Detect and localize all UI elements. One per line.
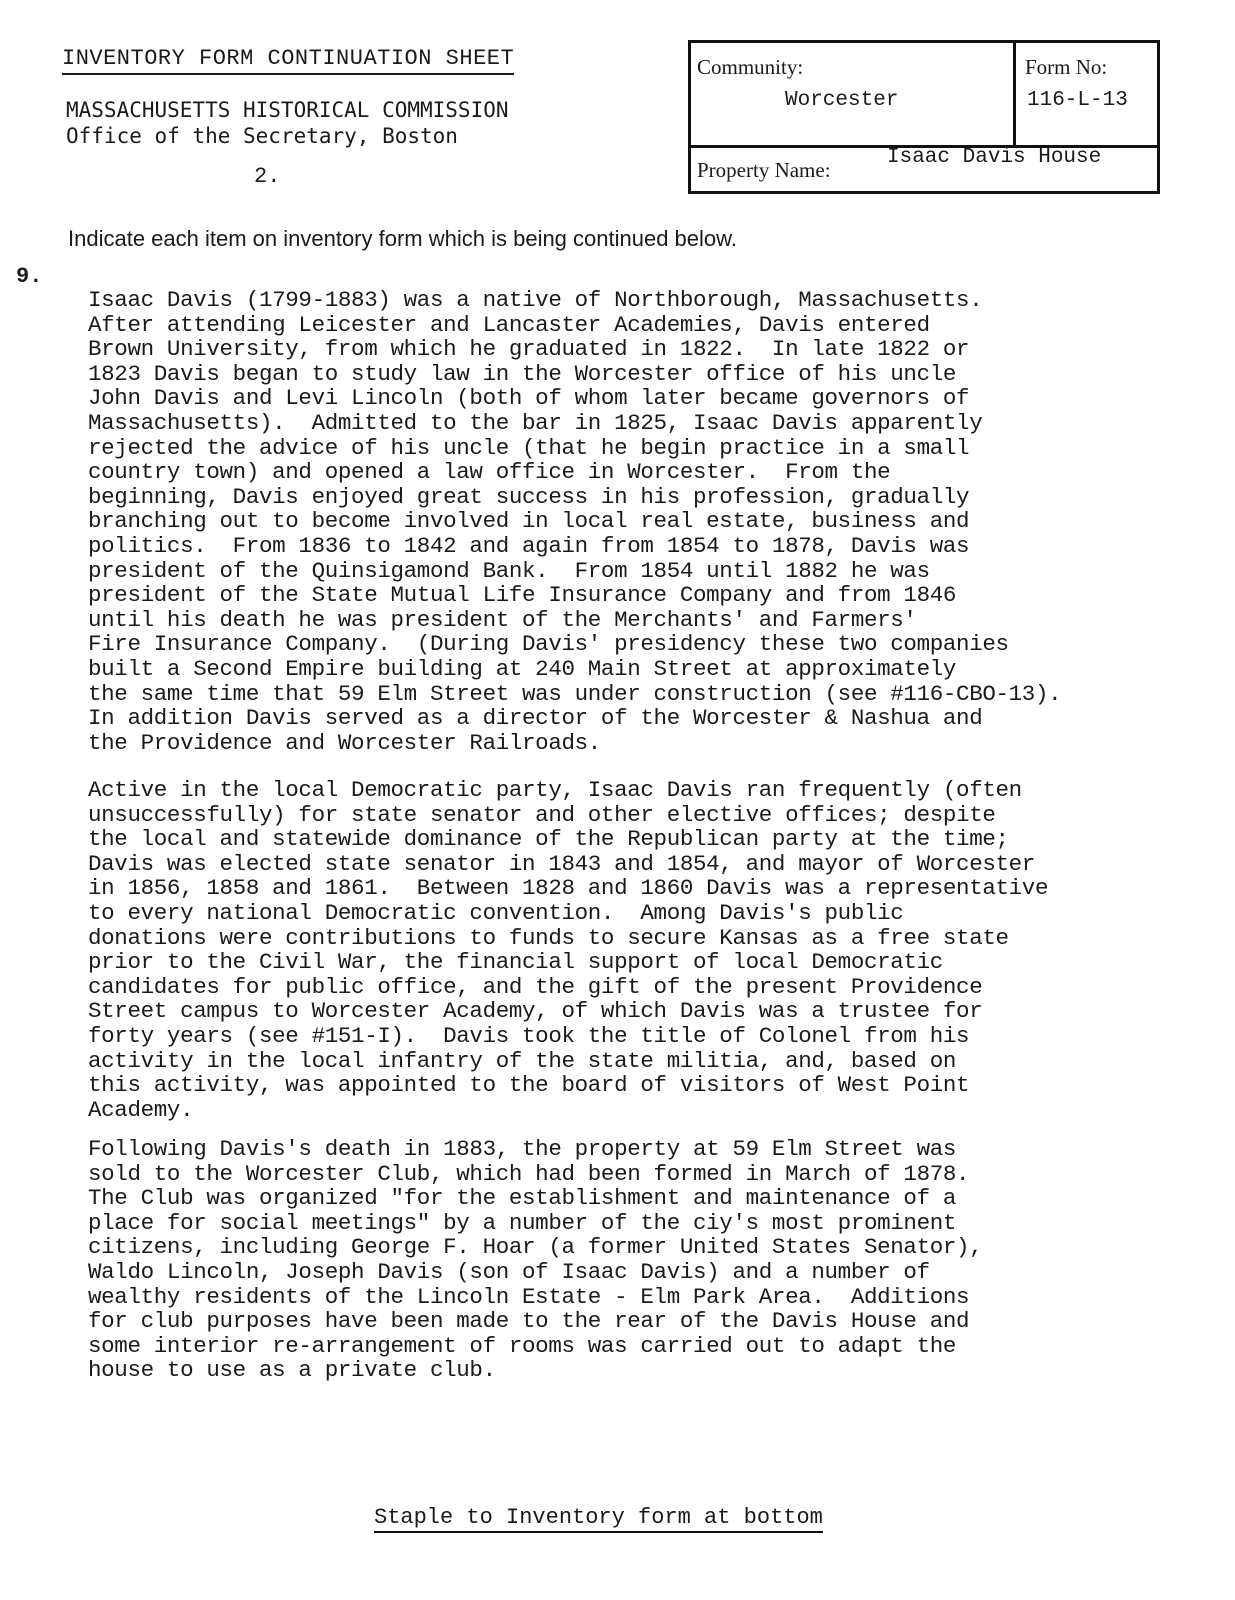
paragraph-politics: Active in the local Democratic party, Isaac Davis ran frequently (often unsuccessfully) for state senator and other elective offices; despite the local and statewide dominance of the Republican party at the time; Davis was elected state senator in 1843 and 1854, and mayor of Worcester in 1856, 1858 and 1861. Between 1828 and 1860 Davis was a representative to every national Democratic convention. Among Davis's public donations were contributions to funds to secure Kansas as a free state prior to the Civil War, the financial support of local Democratic candidates for public office, and the gift of the present Providence Street campus to Worcester Academy, of which Davis was a trustee for forty years (see #151-I). Davis took the title of Colonel from his activity in the local infantry of the state militia, and, based on this activity, was appointed to the board of visitors of West Point Academy. [88, 777, 1049, 1123]
paragraph-biography: Isaac Davis (1799-1883) was a native of Northborough, Massachusetts. After attending Leicester and Lancaster Academies, Davis entered Brown University, from which he graduated in 1822. In late 1822 or 1823 Davis began to study law in the Worcester office of his uncle John Davis and Levi Lincoln (both of whom later became governors of Massachusetts). Admitted to the bar in 1825, Isaac Davis apparently rejected the advice of his uncle (that he begin practice in a small country town) and opened a law office in Worcester. From the beginning, Davis enjoyed great success in his profession, gradually branching out to become involved in local real estate, business and politics. From 1836 to 1842 and again from 1854 to 1878, Davis was president of the Quinsigamond Bank. From 1854 until 1882 he was president of the State Mutual Life Insurance Company and from 1846 until his death he was president of the Merchants' and Farmers' Fire Insurance Company. (During Davis' presidency these two companies built a Second Empire building at 240 Main Street at approximately the same time that 59 Elm Street was under construction (see #116-CBO-13). In addition Davis served as a director of the Worcester & Nashua and the Providence and Worcester Railroads. [88, 287, 1062, 756]
box-divider-vertical [1013, 43, 1016, 147]
property-name-label: Property Name: [697, 158, 831, 182]
item-number: 9. [16, 264, 43, 289]
community-label: Community: [697, 55, 804, 79]
form-info-box [688, 40, 1160, 194]
instruction-text: Indicate each item on inventory form which is being continued below. [68, 226, 737, 251]
form-title: INVENTORY FORM CONTINUATION SHEET [62, 46, 514, 75]
agency-name: MASSACHUSETTS HISTORICAL COMMISSION [66, 98, 509, 122]
property-name-value: Isaac Davis House [887, 146, 1102, 169]
staple-instruction: Staple to Inventory form at bottom [374, 1505, 823, 1533]
form-no-label: Form No: [1025, 55, 1108, 79]
community-value: Worcester [785, 89, 899, 112]
office-name: Office of the Secretary, Boston [66, 124, 458, 148]
form-no-value: 116-L-13 [1027, 89, 1128, 112]
page-number: 2. [254, 164, 281, 189]
paragraph-worcester-club: Following Davis's death in 1883, the property at 59 Elm Street was sold to the Worcester Club, which had been formed in March of 1878. The Club was organized "for the establishment and maintenance of a place for social meetings" by a number of the ciy's most prominent citizens, including George F. Hoar (a former United States Senator), Waldo Lincoln, Joseph Davis (son of Isaac Davis) and a number of wealthy residents of the Lincoln Estate - Elm Park Area. Additions for club purposes have been made to the rear of the Davis House and some interior re-arrangement of rooms was carried out to adapt the house to use as a private club. [88, 1136, 983, 1384]
